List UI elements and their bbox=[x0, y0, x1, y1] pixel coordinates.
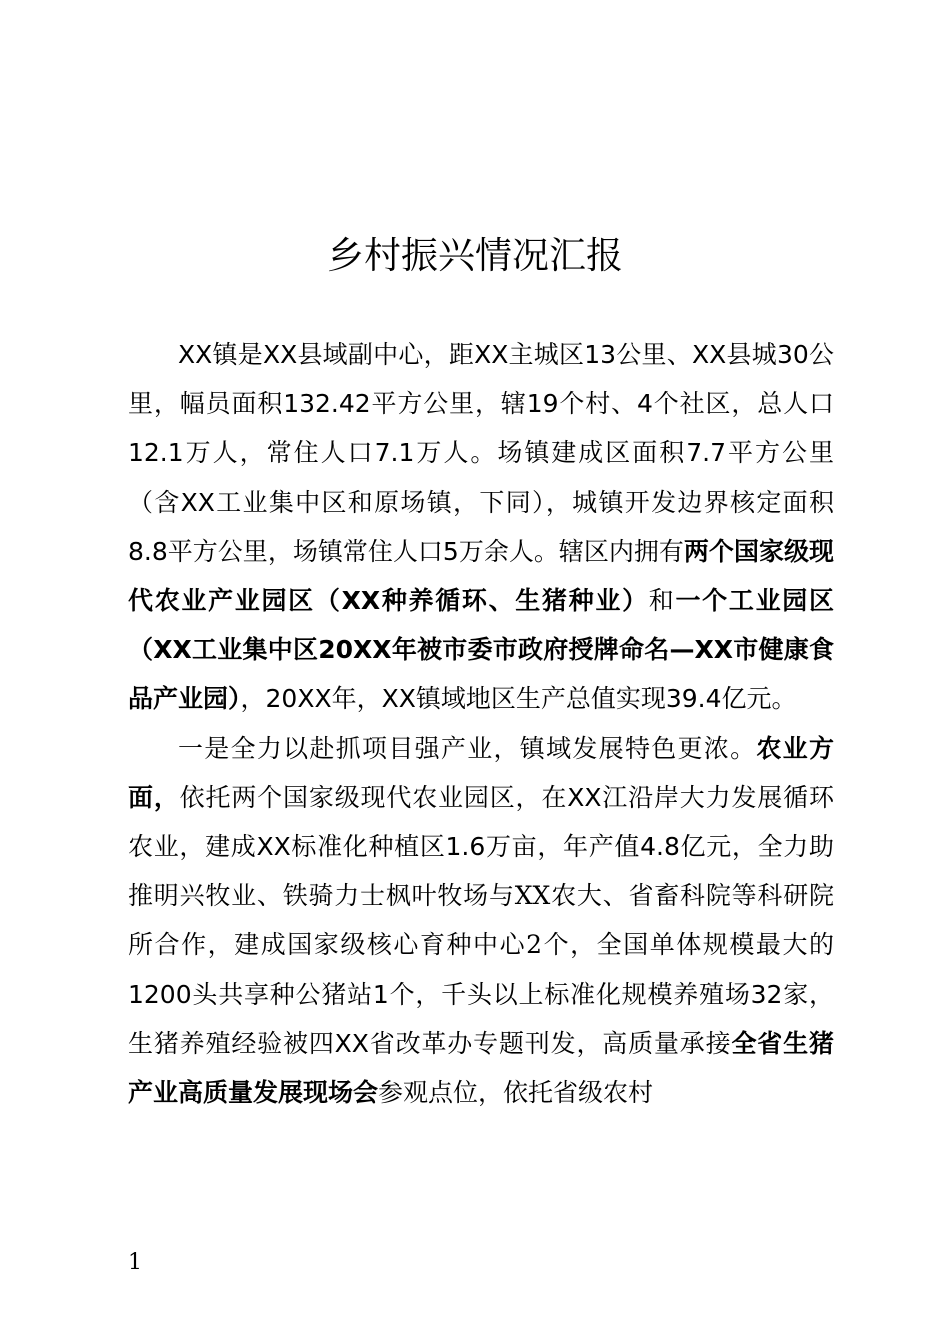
bold-text-segment: 农业方面， bbox=[128, 733, 834, 812]
document-body bbox=[128, 330, 834, 1117]
text-segment: 依托两个国家级现代农业园区，在XX江沿岸大力发展循环农业，建成XX标准化种植区1.6万亩，年产值4.8亿元，全力助推明兴牧业、铁骑力士枫叶牧场与 bbox=[128, 782, 834, 911]
text-segment: 个，全国单体规模最大的1200头共享种公猪站1个，千头以上标准化规模养殖场32家，生猪养殖经验被四XX省改革办专题刊发，高质量承接 bbox=[128, 930, 834, 1058]
text-segment: 2 bbox=[526, 930, 543, 960]
text-segment: ，20XX年，XX镇域地区生产总值实现39.4亿元。 bbox=[240, 684, 797, 714]
bold-text-segment: 全省生猪产业高质量发展现场会 bbox=[128, 1028, 834, 1108]
document-title: 乡村振兴情况汇报 bbox=[327, 234, 623, 277]
paragraph-industry bbox=[128, 724, 834, 1118]
bold-text-segment: 两个国家级现代农业产业园区（XX种养循环、生猪种业） bbox=[128, 536, 834, 616]
paragraph-overview bbox=[128, 330, 834, 724]
page-number: 1 bbox=[128, 1250, 142, 1275]
text-segment: XX bbox=[514, 881, 551, 911]
bold-text-segment: 一个工业园区（XX工业集中区20XX年被市委市政府授牌命名—XX市健康食品产业园） bbox=[128, 586, 834, 714]
text-segment: 一是全力以赴抓项目强产业，镇域发展特色更浓。 bbox=[178, 733, 757, 763]
text-segment: 参观点位，依托省级农村 bbox=[378, 1078, 654, 1108]
text-segment: XX镇是XX县域副中心，距XX主城区13公里、XX县城30公里，幅员面积132.42平方公里，辖19个村、4个社区，总人口12.1万人，常住人口7.1万人。场镇建成区面积7.7平方公里（含XX工业集中区和原场镇，下同），城镇开发边界核定面积8.8平方公里，场镇常住人口5万余人。辖区内拥有 bbox=[128, 340, 834, 566]
text-segment: 和 bbox=[648, 586, 676, 616]
text-segment: 农大、省畜科院等科研院所合作，建成国家级核心育种中心 bbox=[128, 881, 834, 960]
